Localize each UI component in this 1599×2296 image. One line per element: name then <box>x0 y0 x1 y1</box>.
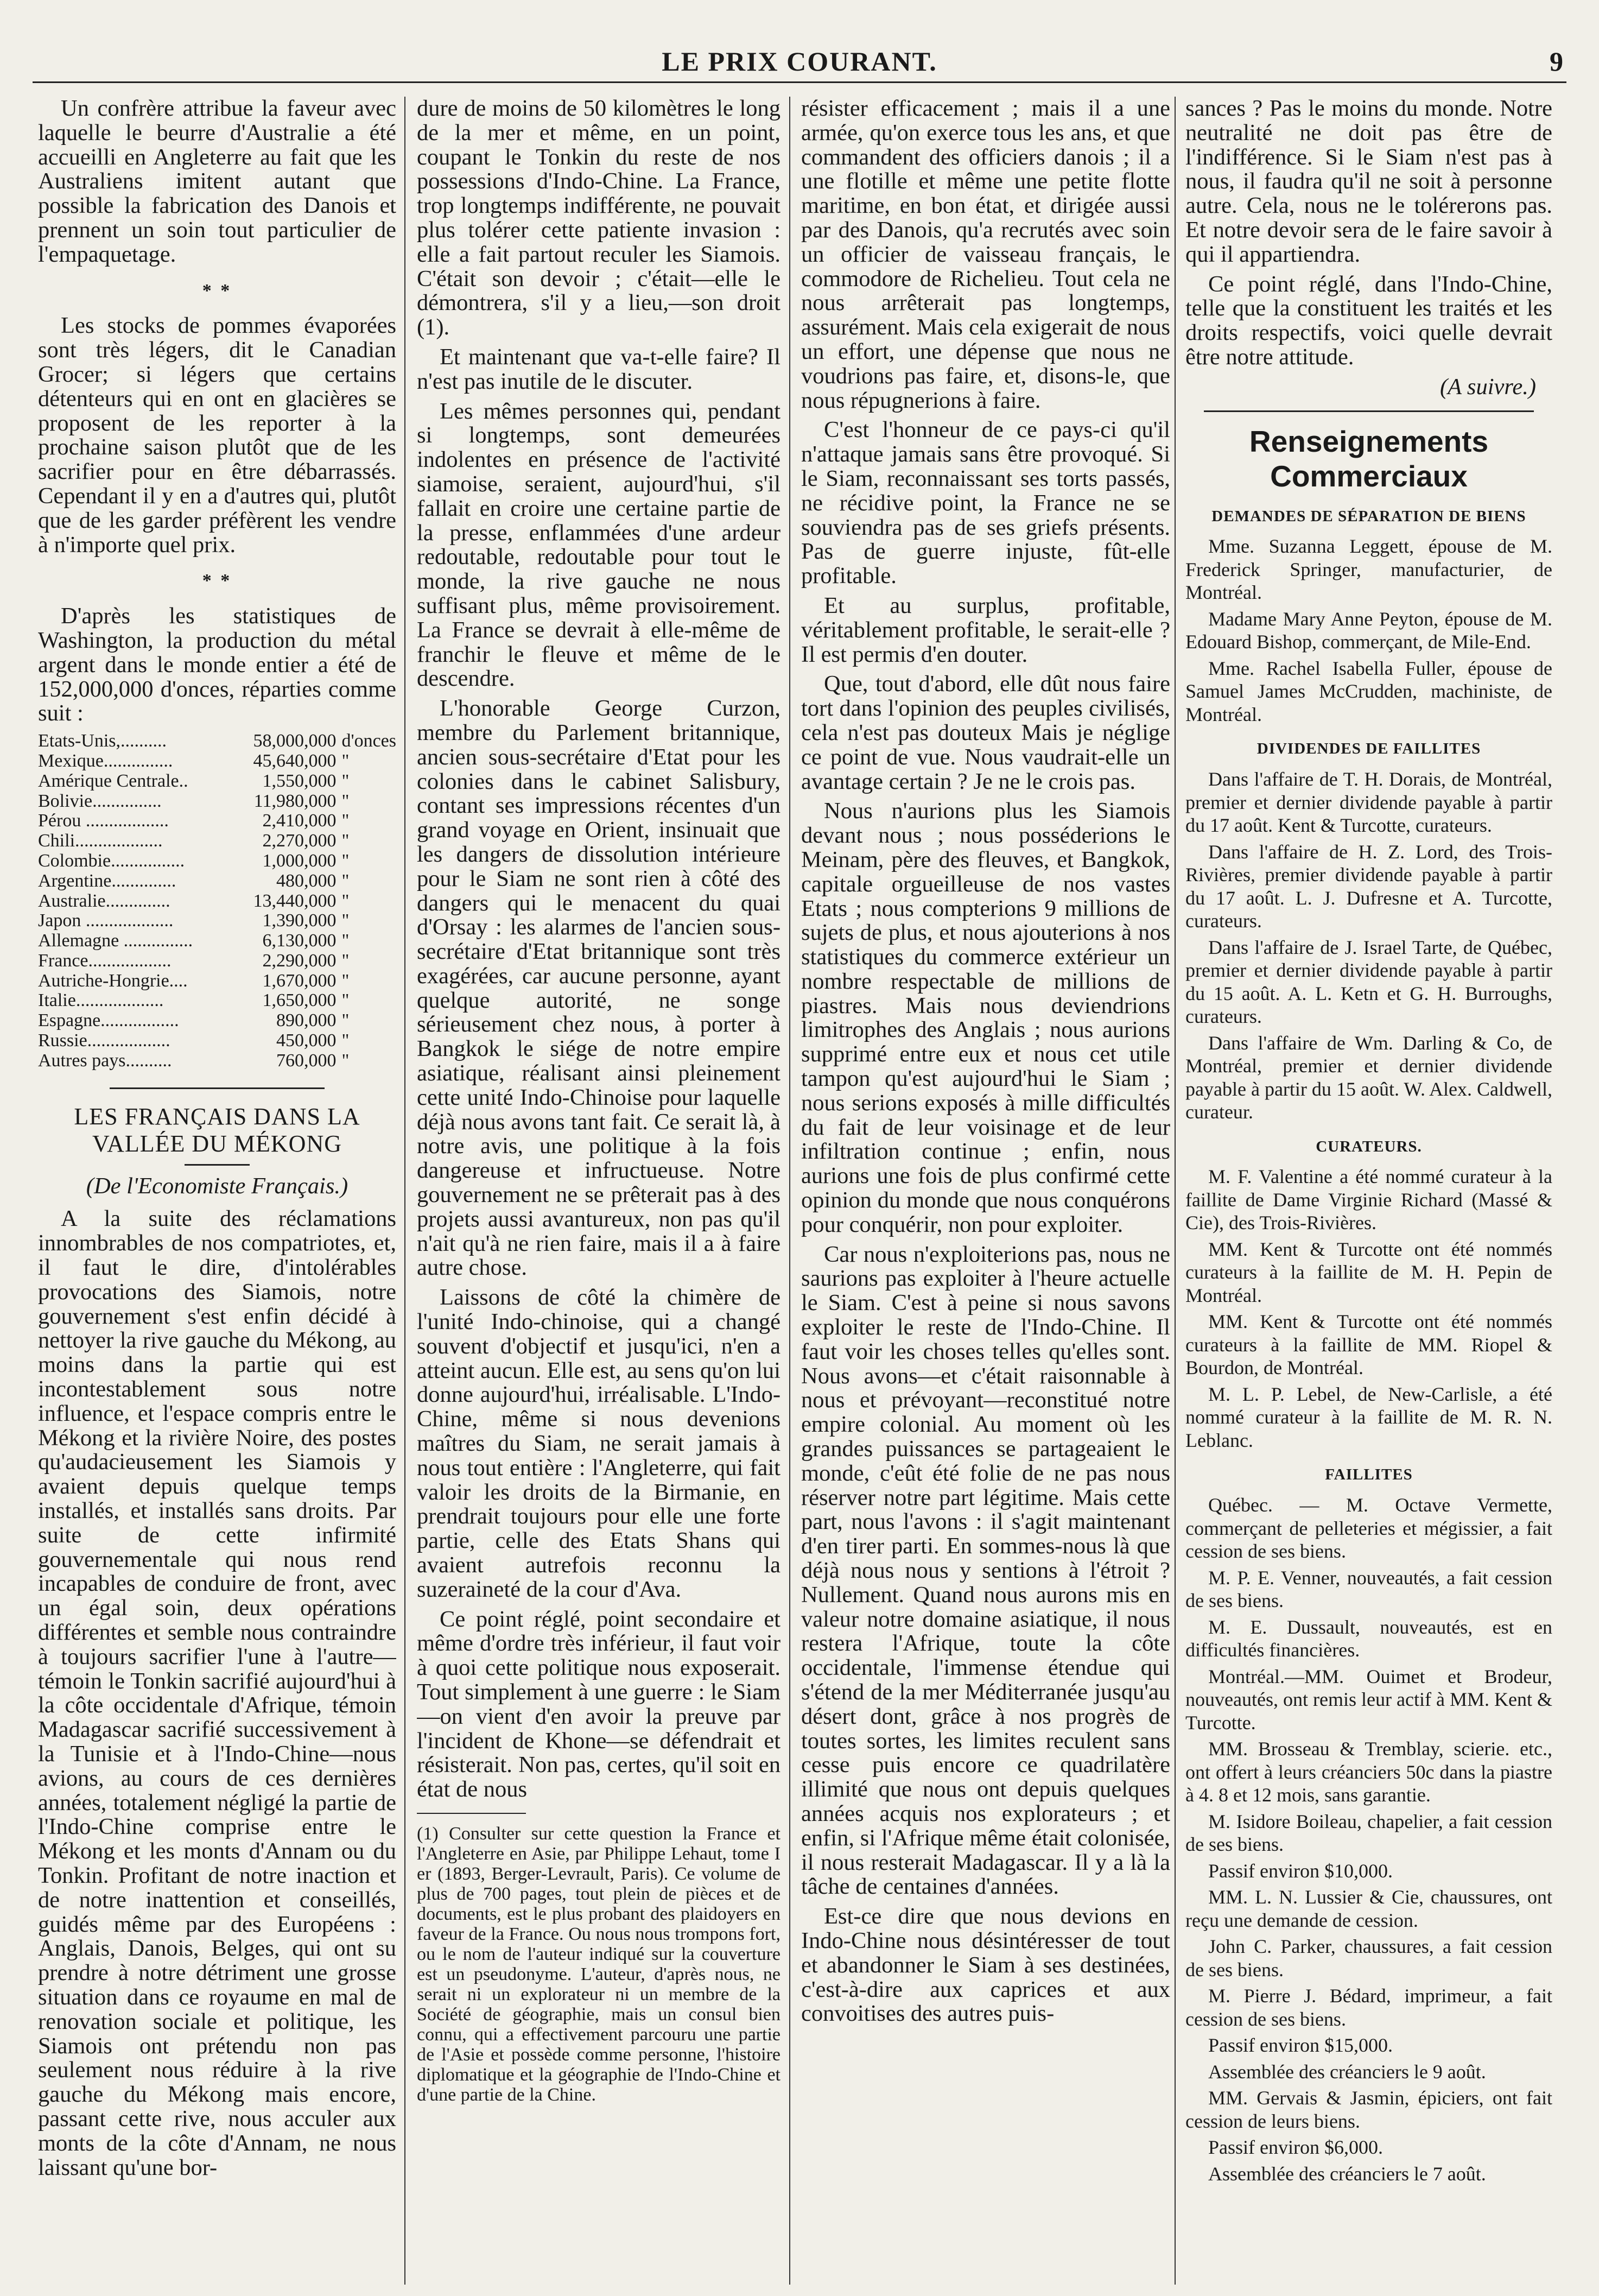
notice-item: Montréal.—MM. Ouimet et Brodeur, nouveautés, ont remis leur actif à MM. Kent & Turcotte. <box>1185 1665 1552 1734</box>
dividend-list <box>1185 768 1552 1124</box>
stats-value: 1,550,000 <box>262 770 337 791</box>
article-title-line: LES FRANÇAIS DANS LA <box>74 1103 360 1130</box>
stats-row <box>38 911 396 931</box>
subsection-title: FAILLITES <box>1325 1466 1413 1484</box>
stats-value: 890,000 <box>276 1010 337 1031</box>
stats-value: 480,000 <box>276 870 337 891</box>
stats-value: 2,290,000 <box>262 950 337 971</box>
bankruptcy-list <box>1185 1494 1552 2185</box>
notice-item: Passif environ $15,000. <box>1208 2034 1393 2057</box>
paragraph: A la suite des réclamations innombrables de nos compatriotes, et, il faut le dire, d'intolérables provocations des Siamois, notre gouvernement s'est enfin décidé à nettoyer la rive gauche du Mékong, au moins dans la partie qui est incontestablement sous notre influence, et l'espace compris entre le Mékong et la rivière Noire, des postes qu'audacieusement les Siamois y avaient depuis quelque temps installés, et installés sans droits. Par suite de cette infirmité gouvernementale qui nous rend incapables de conduire de front, avec un égal soin, deux opérations différentes et semble nous contraindre à toujours sacrifier l'une à l'autre—témoin le Tonkin sacrifié aujourd'hui à la côte occidentale d'Afrique, témoin Madagascar sacrifié successivement à la Tunisie et à l'Indo-Chine—nous avions, au cours de ces dernières années, totalement négligé la partie de l'Indo-Chine comprise entre le Mékong et les monts d'Annam ou du Tonkin. Profitant de notre inaction et de notre inattention et conseillés, guidés même par des Européens : Anglais, Danois, Belges, qui ont su prendre à notre détriment une grosse situation dans ce royaume en mal de renovation sociale et politique, les Siamois ont prétendu non pas seulement nous réduire à la rive gauche du Mékong mais encore, passant cette rive, nous acculer aux monts de la côte d'Annam, ne nous laissant qu'une bor- <box>38 1206 396 2180</box>
stats-value: 58,000,000 <box>253 731 337 751</box>
article-title <box>38 1103 396 1158</box>
paragraph: Nous n'aurions plus les Siamois devant nous ; nous posséderions le Meinam, père des fleuves, et Bangkok, capitale orgueilleuse de nos vastes Etats ; nous compterions 9 millions de sujets de plus, et nous ajouterions à nos statistiques du commerce extérieur un nombre respectable de millions de piastres. Mais nous deviendrions limitrophes des Anglais ; nous aurions supprimé entre eux et nous cet utile tampon qu'est aujourd'hui le Siam ; nous serions exposés à mille difficultés du fait de leur voisinage et de leur infiltration continue ; enfin, nous aurions une fois de plus confirmé cette opinion du monde que nous conquérons pour conquérir, non pour exploiter. <box>801 798 1170 1237</box>
stats-row <box>38 831 396 851</box>
stats-value: 2,270,000 <box>262 831 337 851</box>
stats-value: 1,390,000 <box>262 910 337 931</box>
stats-country: France.................. <box>38 950 172 971</box>
stats-unit: d'onces <box>341 731 396 751</box>
paragraph: dure de moins de 50 kilomètres le long de la mer et même, en un point, coupant le Tonkin du reste de nos possessions d'Indo-Chine. La France, trop longtemps indifférente, ne pouvait plus tolérer cette patiente invasion : elle a fait partout reculer les Siamois. C'était son devoir ; c'était—elle le démontrera, s'il y a lieu,—son droit (1). <box>417 97 781 340</box>
stats-row <box>38 1011 396 1031</box>
stats-row <box>38 792 396 812</box>
notice-item: M. Isidore Boileau, chapelier, a fait cession de ses biens. <box>1185 1810 1552 1856</box>
stats-country: Bolivie............... <box>38 790 162 811</box>
paragraph: Que, tout d'abord, elle dût nous faire tort dans l'opinion des peuples civilisés, cela n'est pas douteux Mais je néglige ce point de vue. Nous vaudrait-elle un avantage certain ? Je ne le crois pas. <box>801 671 1170 794</box>
section-title: Renseignements Commerciaux <box>1249 424 1489 493</box>
subsection-title: DIVIDENDES DE FAILLITES <box>1257 740 1481 758</box>
notice-item: Dans l'affaire de J. Israel Tarte, de Québec, premier et dernier dividende payable à partir du 15 août. A. L. Ketn et G. H. Burroughs, curateurs. <box>1185 936 1552 1028</box>
stats-country: Amérique Centrale.. <box>38 770 188 791</box>
footnote: (1) Consulter sur cette question la France et l'Angleterre en Asie, par Philippe Lehaut, tome I er (1893, Berger-Levrault, Paris). Ce volume de plus de 700 pages, tout plein de pièces et de documents, est le plus probant des plaidoyers en faveur de la France. Ou nous nous trompons fort, ou le nom de l'auteur indiqué sur la couverture est un pseudonyme. L'auteur, d'après nous, ne serait ni un explorateur ni un membre de la Société de géographie, mais un consul bien connu, qui a effectivement parcouru une partie de l'Asie et possède comme personne, l'histoire diplomatique et la géographie de l'Indo-Chine et d'une partie de la Chine. <box>417 1823 781 2105</box>
stats-unit: " <box>341 890 350 911</box>
stats-unit: " <box>341 870 350 891</box>
trustee-list <box>1185 1165 1552 1452</box>
stats-country: Espagne................. <box>38 1010 179 1031</box>
stats-country: Etats-Unis,.......... <box>38 731 167 751</box>
paragraph: Laissons de côté la chimère de l'unité Indo-chinoise, qui a changé souvent d'objectif et jusqu'ici, n'en a atteint aucun. Elle est, au sens qu'on lui donne aujourd'hui, irréalisable. L'Indo-Chine, même si nous devenions maîtres du Siam, ne serait jamais à nous tout entière : l'Angleterre, qui fait valoir les droits de la Birmanie, en prendrait toujours pour elle une forte partie, celle des Etats Shans qui avaient autrefois reconnu la suzeraineté de la cour d'Ava. <box>417 1285 781 1602</box>
stats-value: 1,670,000 <box>262 970 337 991</box>
paragraph: C'est l'honneur de ce pays-ci qu'il n'attaque jamais sans être provoqué. Si le Siam, reconnaissant ses torts passés, ne récidive point, la France ne se souviendra pas de ses griefs présents. Pas de guerre injuste, fût-elle profitable. <box>801 417 1170 589</box>
stats-value: 1,000,000 <box>262 850 337 871</box>
page-number: 9 <box>1550 46 1563 77</box>
stats-country: Autriche-Hongrie.... <box>38 970 188 991</box>
separator-stars: * * <box>202 571 232 591</box>
separation-list <box>1185 535 1552 726</box>
stats-row <box>38 871 396 891</box>
commercial-notices <box>1185 504 1552 2186</box>
stats-value: 45,640,000 <box>253 750 337 771</box>
stats-unit: " <box>341 850 350 871</box>
stats-country: Argentine.............. <box>38 870 176 891</box>
notice-item: Dans l'affaire de Wm. Darling & Co, de Montréal, premier et dernier dividende payable à partir du 15 août. W. Alex. Caldwell, curateur. <box>1185 1032 1552 1123</box>
stats-value: 13,440,000 <box>253 890 337 911</box>
stats-country: Allemagne ............... <box>38 931 193 951</box>
notice-item: MM. L. N. Lussier & Cie, chaussures, ont reçu une demande de cession. <box>1185 1886 1552 1931</box>
stats-country: Japon ................... <box>38 910 174 931</box>
stats-unit: " <box>341 1010 350 1031</box>
column-1 <box>38 97 396 2285</box>
paragraph: Car nous n'exploiterions pas, nous ne saurions pas exploiter à l'heure actuelle le Siam. C'est à peine si nous savons exploiter le reste de l'Indo-Chine. Il faut voir les choses telles qu'elles sont. Nous avons—et c'était raisonnable à nous et prévoyant—reconstitué notre empire colonial. Au moment où les grandes puissances se partageaient le monde, c'eût été folie de ne pas nous réserver notre part légitime. Mais cette part, nous l'avons : il s'agit maintenant d'en tirer parti. En sommes-nous là que déjà nous nous y sentions à l'étroit ? Nullement. Quand nous aurons mis en valeur notre domaine asiatique, il nous restera l'Afrique, toute la côte occidentale, l'immense étendue qui s'étend de la mer Méditerranée jusqu'au désert dont, grâce à nos progrès de toutes sortes, les limites reculent sans cesse puis encore ce quadrilatère illimité que nous ont depuis quelques années acquis nos explorateurs ; et enfin, si l'Afrique même était colonisée, il nous resterait Madagascar. Il y a là la tâche de centaines d'années. <box>801 1241 1170 1900</box>
notice-item: John C. Parker, chaussures, a fait cession de ses biens. <box>1185 1936 1552 1981</box>
stats-row <box>38 931 396 951</box>
to-be-continued: (A suivre.) <box>1439 374 1536 400</box>
stats-row <box>38 891 396 912</box>
stats-value: 2,410,000 <box>262 811 337 831</box>
notice-item: Mme. Rachel Isabella Fuller, épouse de Samuel James McCrudden, machiniste, de Montréal. <box>1185 657 1552 725</box>
column-rule <box>404 97 405 2285</box>
paragraph: Ce point réglé, dans l'Indo-Chine, telle que la constituent les traités et les droits respectifs, voici quelle devrait être notre attitude. <box>1185 271 1552 370</box>
stats-value: 11,980,000 <box>253 790 337 811</box>
column-2 <box>417 97 781 2285</box>
notice-item: Assemblée des créanciers le 9 août. <box>1208 2060 1486 2083</box>
stats-unit: " <box>341 1050 350 1071</box>
article-title-line: VALLÉE DU MÉKONG <box>92 1130 342 1157</box>
footnote-rule <box>417 1813 526 1814</box>
notice-item: MM. Kent & Turcotte ont été nommés curateurs à la faillite de MM. Riopel & Bourdon, de Montréal. <box>1185 1311 1552 1379</box>
stats-country: Mexique............... <box>38 750 173 771</box>
column-rule <box>789 97 790 2285</box>
paragraph: Et au surplus, profitable, véritablement profitable, le serait-elle ? Il est permis d'en douter. <box>801 592 1170 667</box>
stats-unit: " <box>341 910 350 931</box>
stats-row <box>38 771 396 792</box>
paragraph: L'honorable George Curzon, membre du Parlement britannique, ancien sous-secrétaire d'Etat pour les colonies dans le cabinet Salisbury, contant ses impressions récentes d'un grand voyage en Orient, insinuait que les dangers de dissolution intérieure pour le Siam ne sont rien à côté des dangers qui le menacent du quai d'Orsay : les alarmes de l'ancien sous-secrétaire d'Etat britannique sont très exagérées, car aucune personne, ayant quelque autorité, ne songe sérieusement chez nous, à porter à Bangkok le siége de notre empire asiatique, réalisant ainsi pleinement cette unité Indo-Chinoise pour laquelle déjà nous avons tant fait. Ce serait là, à notre avis, une politique à la fois dangereuse et infructueuse. Notre gouvernement ne se prêterait pas à des projets aussi avantureux, non pas qu'il n'ait qu'à ne rien faire, mais il a à faire autre chose. <box>417 695 781 1281</box>
stats-row <box>38 991 396 1011</box>
stats-unit: " <box>341 990 350 1011</box>
notice-item: M. Pierre J. Bédard, imprimeur, a fait cession de ses biens. <box>1185 1985 1552 2030</box>
stats-row <box>38 971 396 991</box>
notice-item: Dans l'affaire de T. H. Dorais, de Montréal, premier et dernier dividende payable à partir du 17 août. Kent & Turcotte, curateurs. <box>1185 768 1552 837</box>
stats-country: Colombie................ <box>38 850 185 871</box>
newspaper-title: LE PRIX COURANT. <box>662 46 937 77</box>
stats-row <box>38 731 396 751</box>
notice-item: M. L. P. Lebel, de New-Carlisle, a été nommé curateur à la faillite de M. R. N. Leblanc. <box>1185 1383 1552 1451</box>
stats-unit: " <box>341 790 350 811</box>
stats-unit: " <box>341 831 350 851</box>
paragraph: résister efficacement ; mais il a une armée, qu'on exerce tous les ans, et que commandent des officiers danois ; il a une flotille et même une petite flotte maritime, en bon état, et dirigée aussi par des Danois, qu'a recrutés avec soin un officier de vaisseau français, le commodore de Richelieu. Tout cela ne nous arrêterait pas longtemps, assurément. Mais cela exigerait de nous un effort, une dépense que nous ne voudrions pas faire, et, disons-le, que nous répugnerions à faire. <box>801 97 1170 413</box>
subsection-title: DEMANDES DE SÉPARATION DE BIENS <box>1211 507 1526 525</box>
stats-unit: " <box>341 770 350 791</box>
stats-country: Autres pays.......... <box>38 1050 172 1071</box>
notice-item: Dans l'affaire de H. Z. Lord, des Trois-Rivières, premier dividende payable à partir du 17 août. L. J. Dufresne et A. Turcotte, curateurs. <box>1185 840 1552 932</box>
column-4 <box>1185 97 1552 2285</box>
silver-production-table <box>38 731 396 1071</box>
notice-item: M. E. Dussault, nouveautés, est en difficultés financières. <box>1185 1616 1552 1661</box>
paragraph: Et maintenant que va-t-elle faire? Il n'est pas inutile de le discuter. <box>417 344 781 394</box>
stats-value: 450,000 <box>276 1030 337 1051</box>
notice-item: MM. Gervais & Jasmin, épiciers, ont fait cession de leurs biens. <box>1185 2087 1552 2132</box>
stats-country: Russie.................. <box>38 1030 170 1051</box>
stats-unit: " <box>341 931 350 951</box>
stats-row <box>38 811 396 831</box>
stats-value: 6,130,000 <box>262 931 337 951</box>
notice-item: MM. Kent & Turcotte ont été nommés curateurs à la faillite de M. H. Pepin de Montréal. <box>1185 1238 1552 1306</box>
paragraph: Les stocks de pommes évaporées sont très légers, dit le Canadian Grocer; si légers que certains détenteurs qui en ont en glacières se proposent de les reporter à la prochaine saison plutôt que de les sacrifier pour en être débarrassés. Cependant il y en a d'autres qui, plutôt que de les garder préfèrent les vendre à n'importe quel prix. <box>38 313 396 558</box>
notice-item: Assemblée des créanciers le 7 août. <box>1208 2162 1486 2185</box>
stats-row <box>38 751 396 771</box>
notice-item: Passif environ $10,000. <box>1208 1859 1393 1882</box>
notice-item: M. P. E. Venner, nouveautés, a fait cession de ses biens. <box>1185 1566 1552 1612</box>
stats-value: 1,650,000 <box>262 990 337 1011</box>
stats-unit: " <box>341 970 350 991</box>
stats-country: Italie................... <box>38 990 164 1011</box>
paragraph: Ce point réglé, point secondaire et même d'ordre très inférieur, il faut voir à quoi cette politique nous exposerait. Tout simplement à une guerre : le Siam—on vient d'en avoir la preuve par l'incident de Khone—se défendrait et résisterait. Non pas, certes, qu'il soit en état de nous <box>417 1606 781 1802</box>
running-head <box>33 43 1566 83</box>
stats-country: Chili................... <box>38 831 163 851</box>
separator-stars: * * <box>202 280 232 301</box>
column-rule <box>1175 97 1176 2285</box>
stats-country: Pérou .................. <box>38 811 169 831</box>
stats-row <box>38 1051 396 1071</box>
stats-row <box>38 1031 396 1051</box>
paragraph: D'après les statistiques de Washington, la production du métal argent dans le monde entier a été de 152,000,000 d'onces, réparties comme suit : <box>38 603 396 726</box>
divider <box>185 1164 250 1166</box>
divider <box>110 1087 325 1089</box>
stats-unit: " <box>341 811 350 831</box>
stats-row <box>38 851 396 871</box>
paragraph: Est-ce dire que nous devions en Indo-Chine nous désintéresser de tout et abandonner le Siam à ses destinées, c'est-à-dire aux caprices et aux convoitises des autres puis- <box>801 1903 1170 2027</box>
stats-unit: " <box>341 1030 350 1051</box>
stats-unit: " <box>341 750 350 771</box>
stats-row <box>38 951 396 971</box>
notice-item: M. F. Valentine a été nommé curateur à la faillite de Dame Virginie Richard (Massé & Cie), des Trois-Rivières. <box>1185 1166 1552 1234</box>
stats-unit: " <box>341 950 350 971</box>
notice-item: Mme. Suzanna Leggett, épouse de M. Frederick Springer, manufacturier, de Montréal. <box>1185 535 1552 604</box>
notice-item: Québec. — M. Octave Vermette, commerçant de pelleteries et mégissier, a fait cession de ses biens. <box>1185 1494 1552 1563</box>
column-3 <box>801 97 1170 2285</box>
notice-item: Madame Mary Anne Peyton, épouse de M. Edouard Bishop, commerçant, de Mile-End. <box>1185 608 1552 653</box>
stats-value: 760,000 <box>276 1050 337 1071</box>
notice-item: MM. Brosseau & Tremblay, scierie. etc., ont offert à leurs créanciers 50c dans la piastre à 4. 8 et 12 mois, sans garantie. <box>1185 1738 1552 1806</box>
paragraph: Les mêmes personnes qui, pendant si longtemps, sont demeurées indolentes en présence de l'activité siamoise, seraient, aujourd'hui, s'il fallait en croire une certaine partie de la presse, enflammées d'une ardeur redoutable, redoutable pour tout le monde, la rive gauche ne nous suffisant plus, même provisoirement. La France se devrait à elle-même de franchir le fleuve et même de le descendre. <box>417 398 781 692</box>
stats-country: Australie.............. <box>38 890 170 911</box>
divider <box>1204 410 1534 412</box>
subsection-title: CURATEURS. <box>1316 1137 1422 1155</box>
article-source: (De l'Economiste Français.) <box>86 1173 348 1199</box>
notice-item: Passif environ $6,000. <box>1208 2136 1383 2159</box>
paragraph: Un confrère attribue la faveur avec laquelle le beurre d'Australie a été accueilli en Angleterre au fait que les Australiens imitent autant que possible la fabrication des Danois et prennent un soin tout particulier de l'empaquetage. <box>38 97 396 267</box>
paragraph: sances ? Pas le moins du monde. Notre neutralité ne doit pas être de l'indifférence. Si le Siam n'est pas à nous, il faudra qu'il ne soit à personne autre. Cela, nous ne le tolérerons pas. Et notre devoir sera de le faire savoir à qui il appartiendra. <box>1185 97 1552 267</box>
